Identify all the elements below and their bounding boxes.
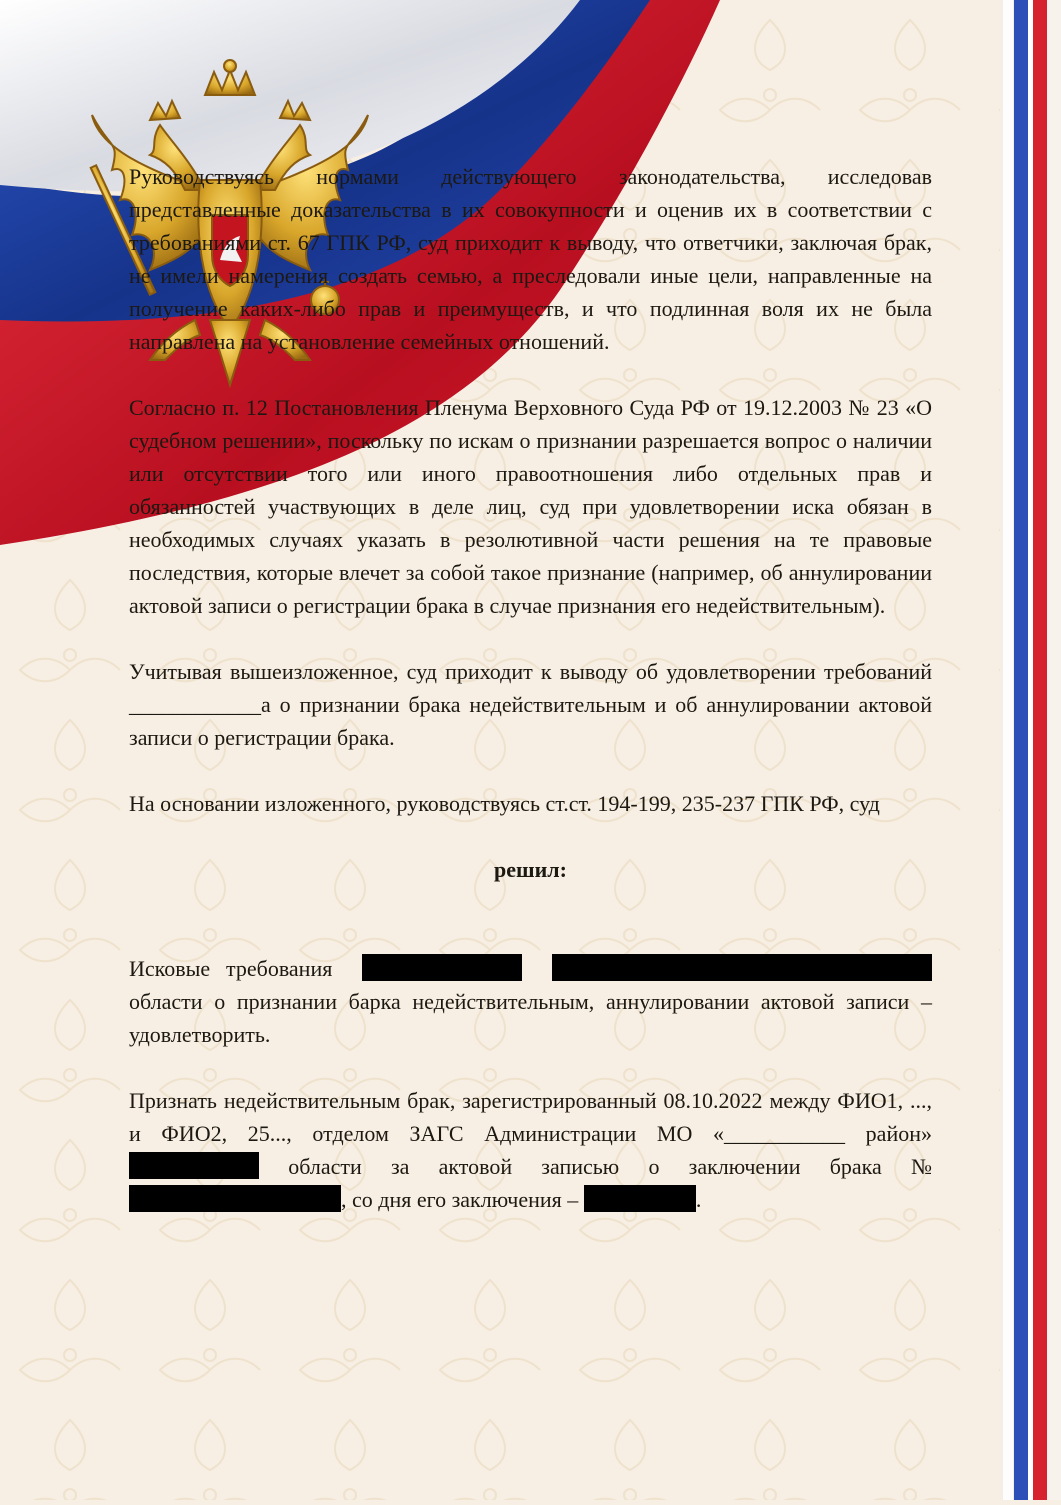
redaction-block — [129, 1152, 259, 1179]
paragraph-conclusion: Учитывая вышеизложенное, суд приходит к выводу об удовлетворении требований ____________а о признании брака недействительным и об аннулировании актовой записи о регистрации брака. — [129, 659, 932, 750]
document-body — [129, 160, 932, 1249]
paragraph-annulment — [129, 1084, 932, 1216]
paragraph-reasoning: Руководствуясь нормами действующего законодательства, исследовав представленные доказательства в их совокупности и оценив их в соответствии с требованиями ст. 67 ГПК РФ, суд приходит к выводу, что ответчики, заключая брак, не имели намерения создать семью, а преследовали иные цели, направленные на получение каких-либо прав и преимуществ, и что подлинная воля их не была направлена на установление семейных отношений. — [129, 164, 932, 354]
paragraph-legal-basis: На основании изложенного, руководствуясь ст.ст. 194-199, 235-237 ГПК РФ, суд — [129, 791, 880, 816]
paragraph-plenum-reference: Согласно п. 12 Постановления Пленума Верховного Суда РФ от 19.12.2003 № 23 «О судебном решении», поскольку по искам о признании разрешается вопрос о наличии или отсутствии того или иного правоотношения либо отдельных прав и обязанностей участвующих в деле лиц, суд при удовлетворении иска обязан в необходимых случаях указать в резолютивной части решения на те правовые последствия, которые влечет за собой такое признание (например, об аннулировании актовой записи о регистрации брака в случае признания его недействительным). — [129, 395, 932, 618]
redaction-block — [362, 954, 522, 981]
annulment-end: . — [695, 1187, 702, 1212]
claim-rest: области о признании барка недействительным, аннулировании актовой записи – удовлетворить. — [129, 989, 932, 1047]
claim-prefix: Исковые требования — [129, 956, 333, 981]
annulment-text-1: Признать недействительным брак, зарегистрированный 08.10.2022 между ФИО1, ..., и ФИО2, 25..., отделом ЗАГС Администрации МО «___________ район» — [129, 1088, 932, 1146]
redaction-block — [584, 1185, 696, 1212]
paragraph-claim — [129, 952, 932, 1051]
redaction-block — [129, 1185, 341, 1212]
annulment-text-3: , со дня его заключения – — [341, 1187, 579, 1212]
redaction-block — [552, 954, 932, 981]
annulment-text-2: области за актовой записью о заключении брака № — [288, 1154, 932, 1179]
tricolor-side-stripes — [1000, 0, 1061, 1500]
decision-heading: решил: — [494, 857, 567, 882]
